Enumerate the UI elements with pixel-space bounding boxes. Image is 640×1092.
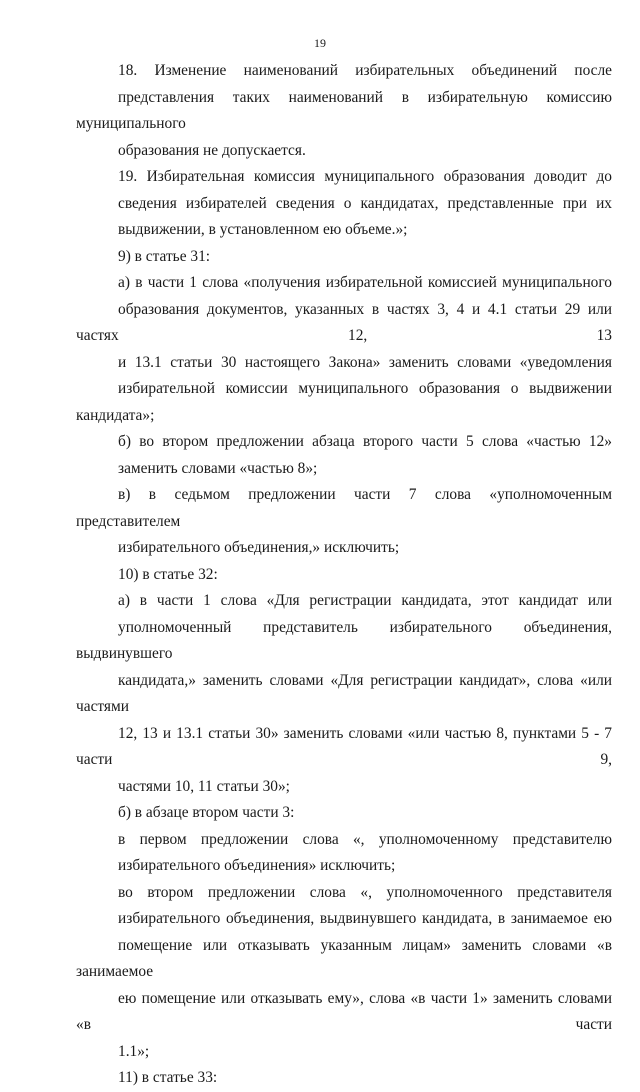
text-line: кандидата,» заменить словами «Для регистрации кандидат», слова «или частями — [76, 671, 612, 715]
text-line: в первом предложении слова «, уполномоченному представителю — [118, 830, 612, 848]
text-line: а) в части 1 слова «получения избирательной комиссией муниципального — [118, 274, 612, 291]
paragraph-item-19 — [76, 164, 612, 244]
amendment-9-heading: 9) в статье 31: — [118, 247, 211, 265]
text-line: в) в седьмом предложении части 7 слова «уполномоченным представителем — [76, 486, 612, 530]
amendment-10a — [76, 588, 612, 800]
amendment-10-heading: 10) в статье 32: — [118, 565, 218, 583]
amendment-11-heading: 11) в статье 33: — [118, 1069, 218, 1086]
text-line: помещение или отказывать указанным лицам» заменить словами «в занимаемое — [76, 936, 612, 980]
amendment-9c — [76, 482, 612, 562]
text-line: избирательного объединения, выдвинувшего кандидата, в занимаемое ею — [118, 910, 612, 927]
text-line: 12, 13 и 13.1 статьи 30» заменить словами «или частью 8, пунктами 5 - 7 части 9, — [76, 724, 612, 768]
text-line: ею помещение или отказывать ему», слова «в части 1» заменить словами «в части — [76, 989, 612, 1033]
text-line: частями 10, 11 статьи 30»; — [118, 777, 290, 795]
amendment-9b — [76, 429, 612, 482]
text-line: 19. Избирательная комиссия муниципального образования доводит до — [118, 168, 612, 185]
document-body — [76, 58, 612, 1092]
paragraph-item-18 — [76, 58, 612, 164]
text-line: избирательного объединения» исключить; — [118, 857, 396, 874]
text-line: избирательной комиссии муниципального образования о выдвижении кандидата»; — [76, 380, 612, 424]
text-line: уполномоченный представитель избирательного объединения, выдвинувшего — [76, 618, 612, 662]
text-line: сведения избирателей сведения о кандидатах, представленные при их — [118, 194, 612, 212]
amendment-9a — [76, 270, 612, 429]
text-line: а) в части 1 слова «Для регистрации кандидата, этот кандидат или — [118, 592, 612, 609]
amendment-10b-first-sentence — [76, 827, 612, 880]
text-line: представления таких наименований в избирательную комиссию муниципального — [76, 88, 612, 132]
text-line: б) во втором предложении абзаца второго части 5 слова «частью 12» — [118, 433, 612, 450]
text-line: заменить словами «частью 8»; — [118, 459, 318, 477]
text-line: во втором предложении слова «, уполномоченного представителя — [118, 883, 612, 901]
text-line: 1.1»; — [118, 1042, 150, 1060]
text-line: и 13.1 статьи 30 настоящего Закона» заменить словами «уведомления — [118, 353, 612, 371]
text-line: образования документов, указанных в частях 3, 4 и 4.1 статьи 29 или частях 12, 13 — [76, 300, 612, 344]
text-line: 18. Изменение наименований избирательных объединений после — [118, 62, 612, 79]
text-line: образования не допускается. — [118, 141, 306, 159]
text-line: выдвижении, в установленном ею объеме.»; — [118, 221, 408, 238]
amendment-10b-second-sentence — [76, 880, 612, 1066]
page-number: 19 — [314, 36, 326, 50]
text-line: избирательного объединения,» исключить; — [118, 539, 400, 556]
amendment-10b-heading: б) в абзаце втором части 3: — [118, 804, 295, 821]
